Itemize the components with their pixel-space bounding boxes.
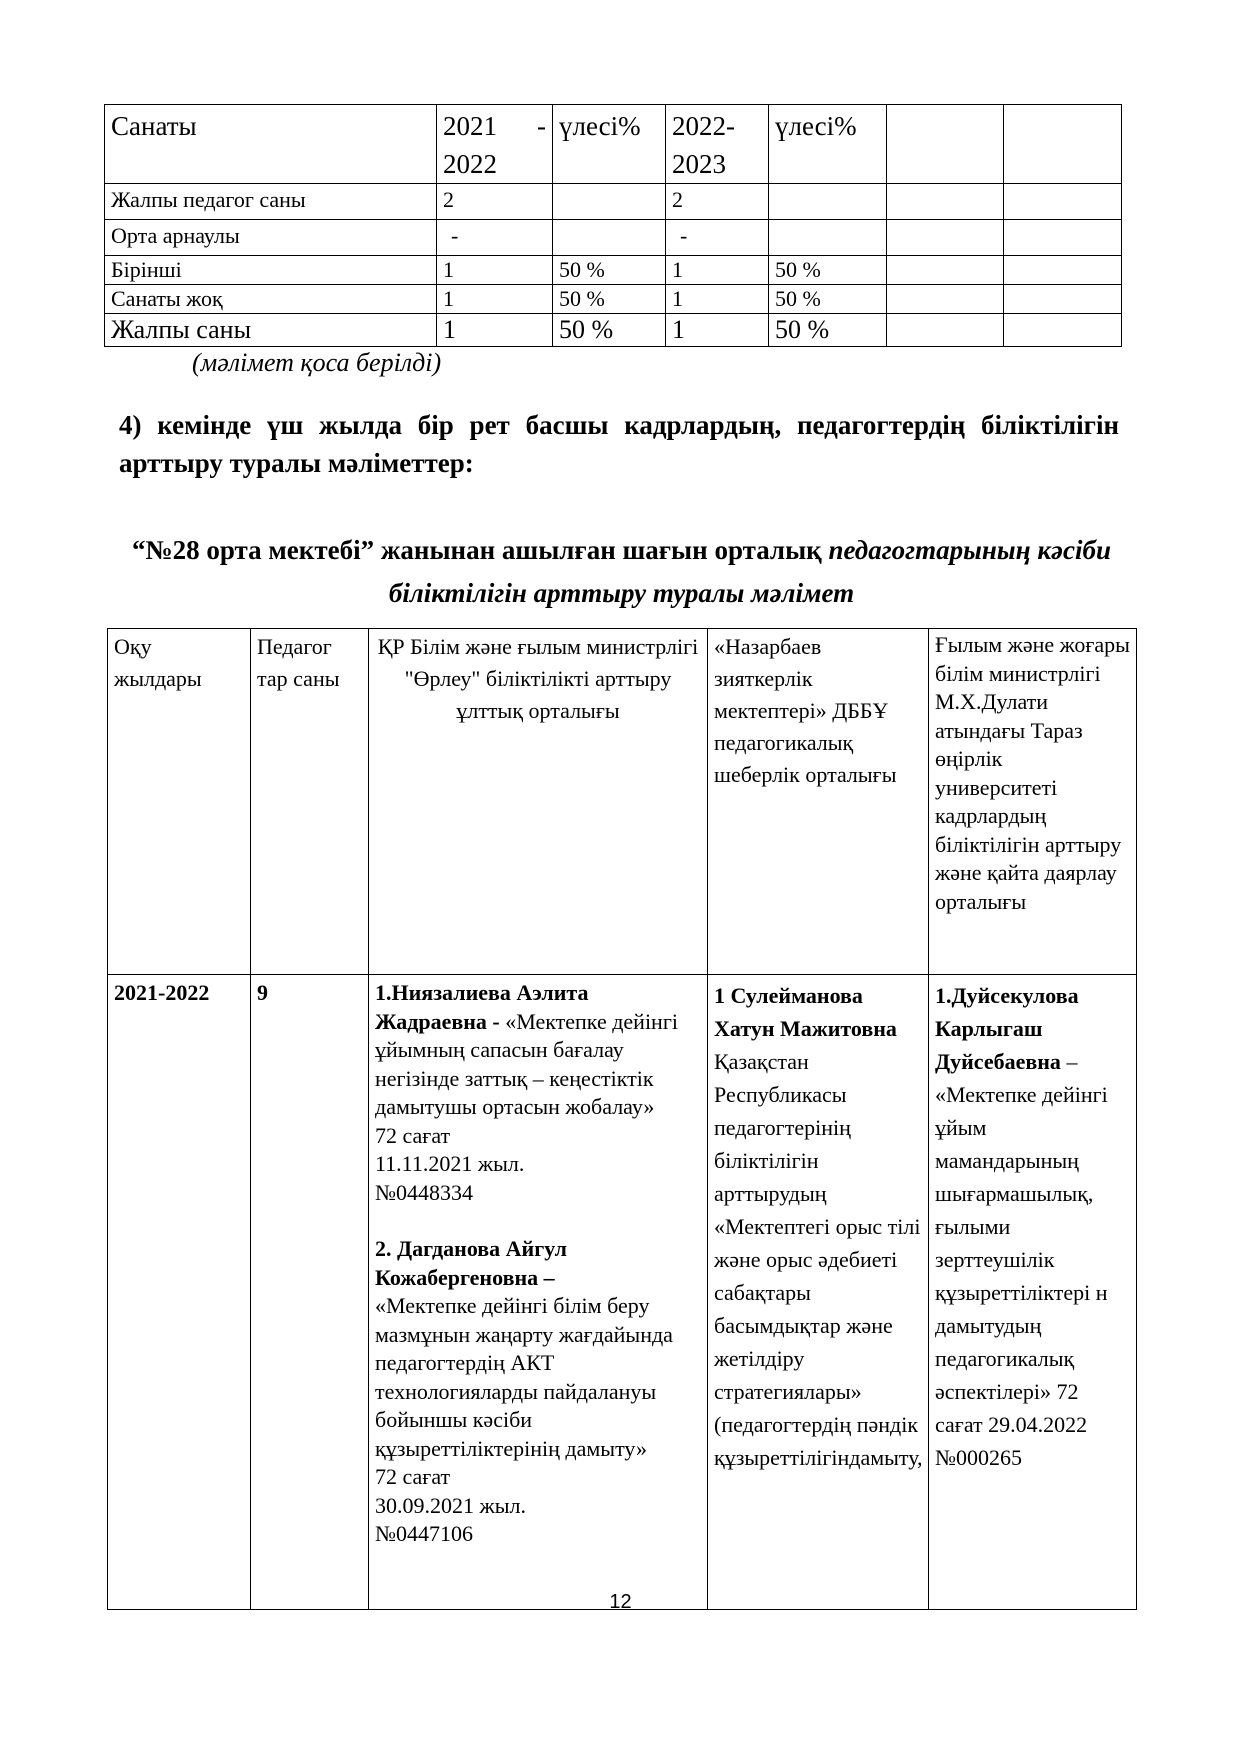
header-taraz-university: Ғылым және жоғары білім министрлігі М.Х.Дулати атындағы Тараз өңірлік университеті кадрлардың біліктілігін арттыру және қайта даярлау орталығы (929, 629, 1137, 975)
table-row (108, 975, 1137, 1610)
taraz-cell: 1.Дуйсекулова Карлыгаш Дуйсебаевна – «Мектепке дейінгі ұйым мамандарының шығармашылық, ғылыми зерттеушілік құзыреттіліктері н дамытудың педагогикалық әспектілері» 72 сағат 29.04.2022 №000265 (929, 975, 1137, 1610)
year-cell: 2021-2022 (114, 980, 210, 1005)
header-share-2: үлесі% (769, 105, 887, 184)
attachment-note: (мәлімет қоса берілді) (192, 348, 442, 377)
empty-cell (887, 105, 1004, 184)
header-year-2021: 2021 - 2022 (437, 105, 553, 184)
qualification-table-header (108, 629, 1137, 975)
header-teacher-count: Педагог тар саны (251, 629, 369, 975)
empty-cell (1004, 105, 1122, 184)
table-title: “№28 орта мектебі” жанынан ашылған шағын орталық педагогтарының кәсіби біліктілігін арттыру туралы мәлімет (132, 535, 1111, 608)
header-year-2022: 2022- 2023 (666, 105, 769, 184)
category-table-header (105, 105, 1122, 184)
orleu-cell (369, 975, 708, 1610)
page-number: 12 (609, 1591, 632, 1613)
table-row: Жалпы педагог саны 2 2 (105, 184, 1122, 220)
table-row-total: Жалпы саны 1 50 % 1 50 % (105, 314, 1122, 347)
list-item: 1.Ниязалиева Аэлита Жадраевна - «Мектепке дейінгі ұйымның сапасын бағалау негізінде заттық – кеңестіктік дамытушы ортасын жобалау» 72 сағат 11.11.2021 жыл. №0448334 (375, 980, 678, 1205)
list-item: 2. Дагданова Айгул Кожабергеновна – «Мектепке дейінгі білім беру мазмұнын жаңарту жағдайында педагогтердің АКТ технологияларды пайдалануы бойыншы кәсіби құзыреттіліктерінің дамыту» 72 сағат 30.09.2021 жыл. №0447106 (375, 1236, 673, 1546)
nis-cell: 1 Сулейманова Хатун Мажитовна Қазақстан Республикасы педагогтерінің біліктілігін арттырудың «Мектептегі орыс тілі және орыс әдебиеті сабақтары басымдықтар және жетілдіру стратегиялары» (педагогтердің пәндік құзыреттілігіндамыту, (708, 975, 929, 1610)
count-cell: 9 (257, 980, 268, 1005)
table-row: Бірінші 1 50 % 1 50 % (105, 256, 1122, 285)
category-table (104, 104, 1122, 347)
header-orleu: ҚР Білім және ғылым министрлігі "Өрлеу" біліктілікті арттыру ұлттық орталығы (369, 629, 708, 975)
section-heading: 4) кемінде үш жылда бір рет басшы кадрлардың, педагогтердің біліктілігін арттыру туралы мәліметтер: (119, 410, 1119, 478)
header-nis: «Назарбаев зияткерлік мектептері» ДББҰ педагогикалық шеберлік орталығы (708, 629, 929, 975)
qualification-table (107, 628, 1137, 1610)
header-years: Оқу жылдары (108, 629, 251, 975)
header-category: Санаты (105, 105, 437, 184)
table-row: Санаты жоқ 1 50 % 1 50 % (105, 285, 1122, 314)
table-row: Орта арнаулы - - (105, 220, 1122, 256)
header-share-1: үлесі% (553, 105, 666, 184)
